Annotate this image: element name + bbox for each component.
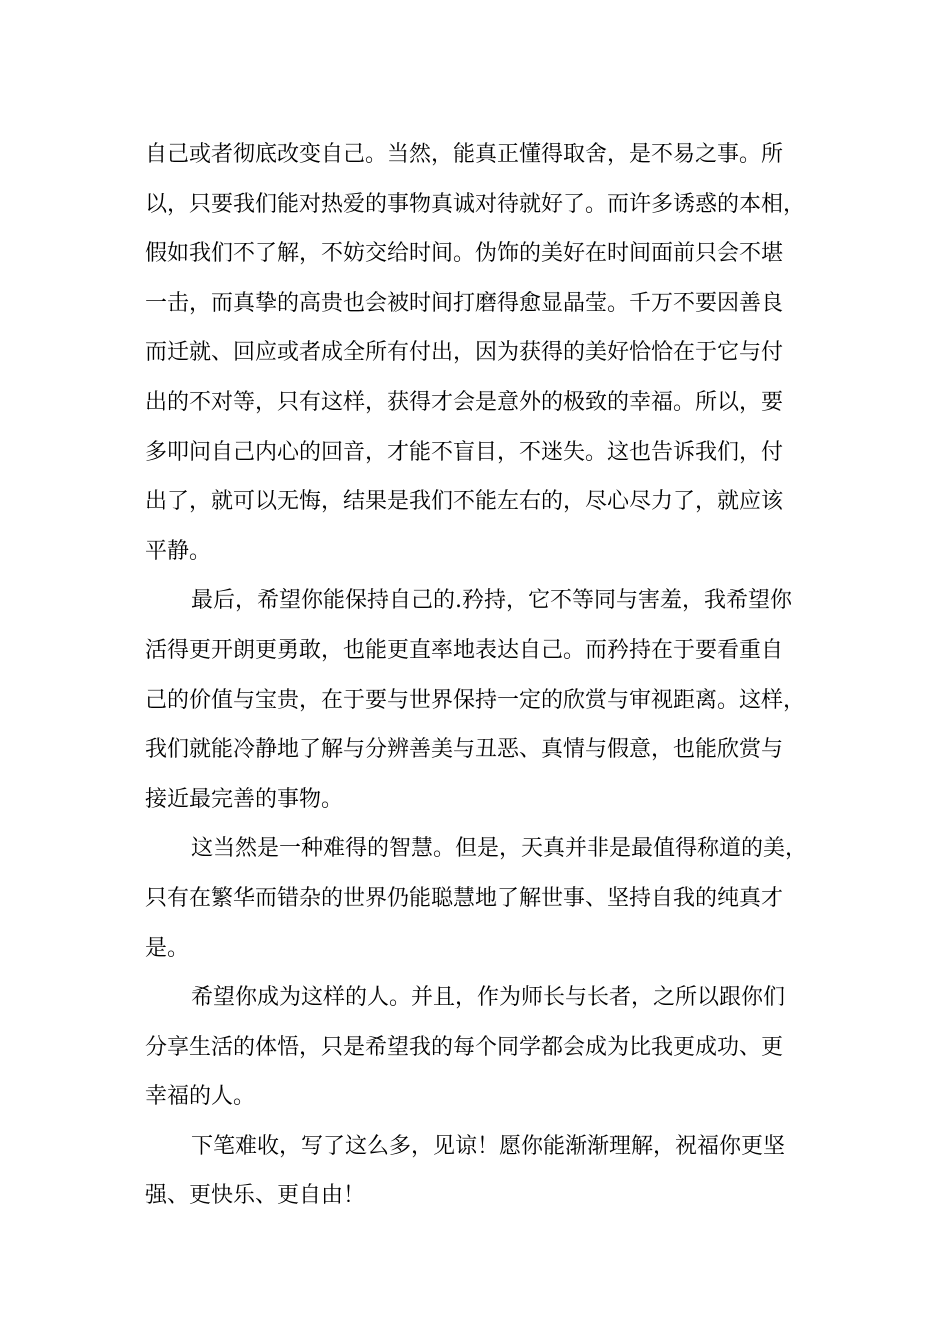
text-line: 只有在繁华而错杂的世界仍能聪慧地了解世事、坚持自我的纯真才 (145, 885, 784, 911)
text-line: 强、更快乐、更自由！ (145, 1183, 366, 1209)
text-line: 希望你成为这样的人。并且，作为师长与长者，之所以跟你们 (191, 985, 786, 1011)
text-line: 我们就能冷静地了解与分辨善美与丑恶、真情与假意，也能欣赏与 (145, 737, 784, 763)
text-line: 这当然是一种难得的智慧。但是，天真并非是最值得称道的美， (191, 836, 808, 862)
text-line: 下笔难收，写了这么多，见谅！愿你能渐渐理解，祝福你更坚 (191, 1133, 786, 1159)
text-line: 最后，希望你能保持自己的.矜持，它不等同与害羞，我希望你 (191, 588, 792, 614)
paragraph-3 (145, 824, 815, 973)
text-line: 出的不对等，只有这样，获得才会是意外的极致的幸福。所以，要 (145, 389, 784, 415)
text-line: 平静。 (145, 538, 212, 564)
text-line: 一击，而真挚的高贵也会被时间打磨得愈显晶莹。千万不要因善良 (145, 290, 784, 316)
text-line: 自己或者彻底改变自己。当然，能真正懂得取舍，是不易之事。所 (145, 142, 784, 167)
text-line: 出了，就可以无悔，结果是我们不能左右的，尽心尽力了，就应该 (145, 489, 784, 515)
text-line: 己的价值与宝贵，在于要与世界保持一定的欣赏与审视距离。这样， (145, 687, 806, 713)
paragraph-4 (145, 973, 815, 1122)
paragraph-2 (145, 576, 815, 824)
text-line: 是。 (145, 935, 190, 961)
text-line: 分享生活的体悟，只是希望我的每个同学都会成为比我更成功、更 (145, 1034, 784, 1060)
text-line: 幸福的人。 (145, 1084, 256, 1110)
paragraph-1 (145, 130, 815, 576)
text-line: 多叩问自己内心的回音，才能不盲目，不迷失。这也告诉我们，付 (145, 439, 784, 465)
text-line: 接近最完善的事物。 (145, 786, 344, 812)
text-line: 以，只要我们能对热爱的事物真诚对待就好了。而许多诱惑的本相， (145, 191, 806, 217)
text-line: 假如我们不了解，不妨交给时间。伪饰的美好在时间面前只会不堪 (145, 241, 784, 267)
text-line: 活得更开朗更勇敢，也能更直率地表达自己。而矜持在于要看重自 (145, 637, 784, 663)
document-body (145, 130, 815, 1221)
text-line: 而迁就、回应或者成全所有付出，因为获得的美好恰恰在于它与付 (145, 340, 784, 366)
paragraph-5 (145, 1122, 815, 1221)
